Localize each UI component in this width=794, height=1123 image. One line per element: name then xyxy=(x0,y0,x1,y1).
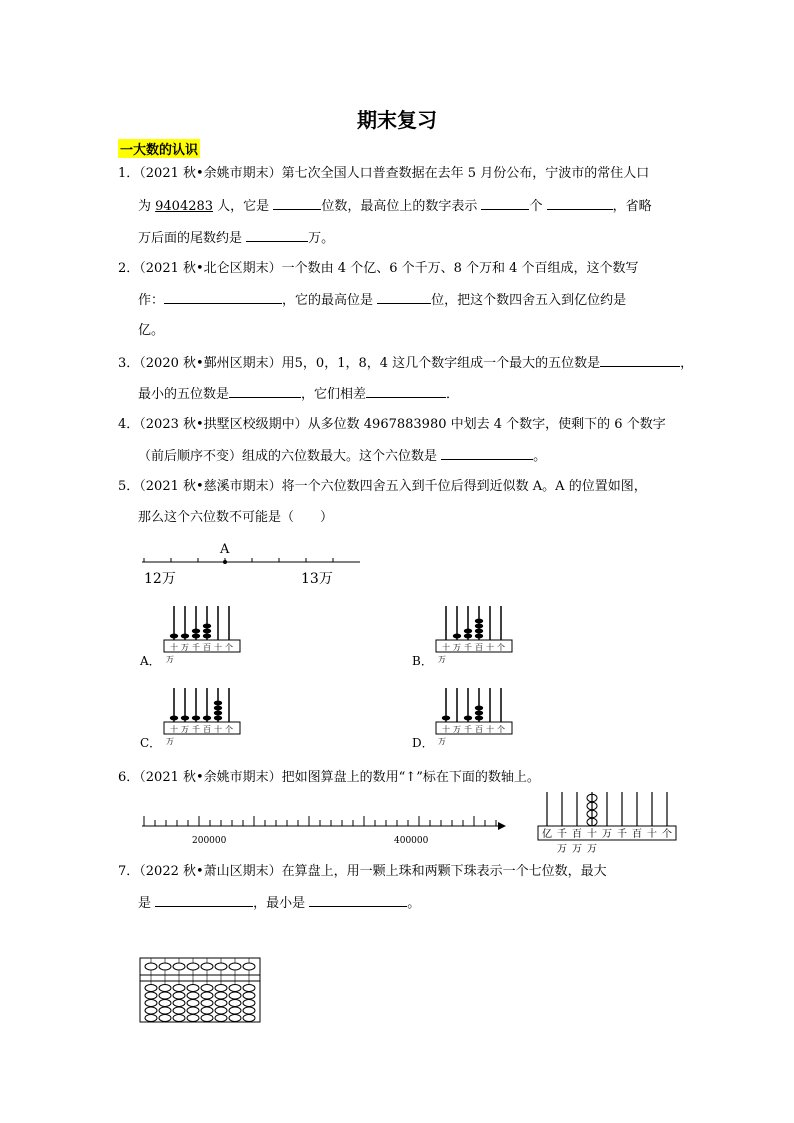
blank-input[interactable] xyxy=(229,384,301,398)
abacus-bead xyxy=(203,634,211,639)
abacus-bead xyxy=(201,985,213,992)
abacus-bead xyxy=(215,963,227,970)
right-label: 13万 xyxy=(301,571,333,587)
abacus-bead xyxy=(229,1007,241,1014)
abacus-place-label: 百 xyxy=(475,643,483,652)
abacus-place-label: 万 xyxy=(438,655,446,664)
abacus-bead xyxy=(464,716,472,721)
abacus-place-label: 个 xyxy=(225,725,233,734)
abacus-place-label: 百 xyxy=(475,725,483,734)
q5-number-line xyxy=(138,540,368,592)
abacus-bead xyxy=(243,1015,255,1022)
abacus-place-label: 十 xyxy=(647,829,657,840)
abacus-bead xyxy=(453,634,461,639)
abacus-bead xyxy=(464,629,472,634)
abacus-bead xyxy=(159,963,171,970)
abacus-bead xyxy=(201,1007,213,1014)
abacus-bead xyxy=(187,992,199,999)
abacus-place-label: 万 xyxy=(166,737,174,746)
q7-line2: 是 ，最小是 。 xyxy=(138,893,420,914)
abacus-place-label: 百 xyxy=(203,725,211,734)
abacus-option-figure xyxy=(434,604,518,666)
abacus-bead xyxy=(229,1000,241,1007)
abacus-bead xyxy=(192,716,200,721)
point-a-label: A xyxy=(220,542,230,557)
abacus-bead xyxy=(214,716,222,721)
abacus-option-figure xyxy=(162,686,246,748)
q7-abacus xyxy=(139,957,263,1025)
abacus-bead xyxy=(475,706,483,711)
blank-input[interactable] xyxy=(155,893,253,907)
abacus-place-label: 万 xyxy=(453,643,461,652)
abacus-option-figure xyxy=(162,604,246,666)
abacus-place-label: 万 xyxy=(181,643,189,652)
abacus-bead xyxy=(475,619,483,624)
abacus-bead xyxy=(243,1007,255,1014)
abacus-place-label: 十 xyxy=(587,829,597,840)
blank-input[interactable] xyxy=(246,228,308,242)
abacus-place-label: 个 xyxy=(225,643,233,652)
abacus-place-label: 千 xyxy=(192,725,200,734)
abacus-place-label: 万 xyxy=(572,844,582,855)
blank-input[interactable] xyxy=(164,290,282,304)
q7-line1: 7．（2022 秋•萧山区期末）在算盘上，用一颗上珠和两颗下珠表示一个七位数，最大 xyxy=(118,864,607,879)
tick-label-200000: 200000 xyxy=(192,836,227,846)
abacus-bead xyxy=(145,1007,157,1014)
abacus-bead xyxy=(215,1000,227,1007)
q5-line1: 5．（2021 秋•慈溪市期末）将一个六位数四舍五入到千位后得到近似数 A。A 的位置如图， xyxy=(118,479,647,494)
abacus-bead xyxy=(215,1007,227,1014)
abacus-bead xyxy=(243,963,255,970)
left-label: 12万 xyxy=(144,571,176,587)
abacus-place-label: 百 xyxy=(572,829,582,840)
q2-line1: 2．（2021 秋•北仑区期末）一个数由 4 个亿、6 个千万、8 个万和 4 个百组成，这个数写 xyxy=(118,261,639,276)
abacus-place-label: 十 xyxy=(170,725,178,734)
abacus-place-label: 亿 xyxy=(542,829,552,840)
q6-line1: 6．（2021 秋•余姚市期末）把如图算盘上的数用“↑”标在下面的数轴上。 xyxy=(118,770,540,785)
number-line-ticks xyxy=(144,816,496,826)
abacus-bead xyxy=(475,634,483,639)
abacus-place-label: 万 xyxy=(557,844,567,855)
abacus-bead xyxy=(170,634,178,639)
abacus-bead xyxy=(181,634,189,639)
abacus-place-label: 万 xyxy=(453,725,461,734)
q4-line1: 4．（2023 秋•拱墅区校级期中）从多位数 4967883980 中划去 4 个数字，使剩下的 6 个数字 xyxy=(118,417,666,432)
abacus-bead xyxy=(229,1015,241,1022)
point-a-dot xyxy=(223,560,227,564)
page-title: 期末复习 xyxy=(357,108,437,132)
abacus-bead xyxy=(187,985,199,992)
abacus-bead xyxy=(475,624,483,629)
abacus-bead xyxy=(215,992,227,999)
abacus-bead xyxy=(145,1015,157,1022)
abacus-place-label: 万 xyxy=(438,737,446,746)
abacus-bead xyxy=(145,1000,157,1007)
q1-line2: 为 9404283 人，它是 位数，最高位上的数字表示 个 ，省略 xyxy=(138,196,652,217)
option-label[interactable]: D． xyxy=(412,736,434,750)
abacus-bead xyxy=(203,624,211,629)
abacus-place-label: 千 xyxy=(617,829,627,840)
blank-input[interactable] xyxy=(309,893,407,907)
abacus-bead xyxy=(187,1015,199,1022)
blank-input[interactable] xyxy=(600,353,680,367)
abacus-bead xyxy=(173,1015,185,1022)
abacus-bead xyxy=(173,1007,185,1014)
abacus-bead xyxy=(214,706,222,711)
option-label[interactable]: A． xyxy=(140,654,161,668)
abacus-bead xyxy=(464,634,472,639)
abacus-place-label: 十 xyxy=(214,725,222,734)
abacus-bead xyxy=(173,992,185,999)
abacus-bead xyxy=(201,1015,213,1022)
abacus-place-label: 万 xyxy=(587,844,597,855)
arrow-head-icon xyxy=(498,822,506,830)
blank-input[interactable] xyxy=(481,196,529,210)
abacus-bead xyxy=(181,716,189,721)
abacus-bead xyxy=(192,634,200,639)
q2-line2: 作： ，它的最高位是 位，把这个数四舍五入到亿位约是 xyxy=(138,290,626,311)
abacus-bead xyxy=(187,963,199,970)
abacus-bead xyxy=(145,963,157,970)
abacus-place-label: 万 xyxy=(166,655,174,664)
abacus-place-label: 个 xyxy=(497,725,505,734)
abacus-place-label: 个 xyxy=(497,643,505,652)
abacus-place-label: 十 xyxy=(486,643,494,652)
abacus-bead xyxy=(475,716,483,721)
option-label[interactable]: B． xyxy=(412,654,433,668)
q1-line3: 万后面的尾数约是 万。 xyxy=(138,228,334,249)
q4-line2: （前后顺序不变）组成的六位数最大。这个六位数是 。 xyxy=(138,446,546,467)
abacus-bead xyxy=(203,629,211,634)
abacus-bead xyxy=(201,992,213,999)
abacus-bead xyxy=(442,716,450,721)
q3-line2: 最小的五位数是 ，它们相差 ． xyxy=(138,384,459,405)
abacus-place-label: 十 xyxy=(442,643,450,652)
abacus-place-label: 万 xyxy=(181,725,189,734)
q6-abacus xyxy=(537,790,679,856)
population-number: 9404283 xyxy=(155,199,214,214)
tick-label-400000: 400000 xyxy=(394,836,429,846)
blank-input[interactable] xyxy=(366,384,446,398)
blank-input[interactable] xyxy=(273,196,321,210)
q1-line1: 1．（2021 秋•余姚市期末）第七次全国人口普查数据在去年 5 月份公布，宁波市的常住人口 xyxy=(118,166,650,181)
abacus-bead xyxy=(214,701,222,706)
blank-input[interactable] xyxy=(547,196,613,210)
abacus-bead xyxy=(187,1007,199,1014)
abacus-place-label: 百 xyxy=(203,643,211,652)
abacus-place-label: 十 xyxy=(442,725,450,734)
abacus-place-label: 千 xyxy=(464,643,472,652)
abacus-bead xyxy=(475,629,483,634)
abacus-bead xyxy=(229,985,241,992)
abacus-bead xyxy=(475,711,483,716)
number-line-ticks xyxy=(144,558,333,562)
abacus-place-label: 十 xyxy=(214,643,222,652)
abacus-bead xyxy=(173,1000,185,1007)
abacus-bead xyxy=(173,985,185,992)
abacus-place-label: 千 xyxy=(557,829,567,840)
abacus-option-figure xyxy=(434,686,518,748)
abacus-bead xyxy=(192,629,200,634)
abacus-place-label: 千 xyxy=(464,725,472,734)
abacus-bead xyxy=(159,992,171,999)
abacus-place-label: 千 xyxy=(192,643,200,652)
abacus-bead xyxy=(214,711,222,716)
abacus-bead xyxy=(229,992,241,999)
abacus-bead xyxy=(159,1015,171,1022)
abacus-bead xyxy=(215,985,227,992)
abacus-bead xyxy=(201,1000,213,1007)
abacus-bead xyxy=(173,963,185,970)
section-heading: 一大数的认识 xyxy=(118,139,200,158)
abacus-bead xyxy=(159,1007,171,1014)
abacus-bead xyxy=(203,716,211,721)
q3-line1: 3．（2020 秋•鄞州区期末）用5，0，1，8，4 这几个数字组成一个最大的五位数是 ， xyxy=(118,353,693,374)
abacus-bead xyxy=(145,985,157,992)
q5-line2: 那么这个六位数不可能是（ ） xyxy=(138,510,334,525)
abacus-place-label: 百 xyxy=(632,829,642,840)
q6-number-line xyxy=(140,812,512,848)
abacus-place-label: 十 xyxy=(170,643,178,652)
abacus-bead xyxy=(187,1000,199,1007)
abacus-place-label: 十 xyxy=(486,725,494,734)
option-label[interactable]: C． xyxy=(140,736,162,750)
abacus-place-label: 个 xyxy=(662,829,672,840)
abacus-place-label: 万 xyxy=(602,829,612,840)
abacus-bead xyxy=(229,963,241,970)
abacus-bead xyxy=(243,992,255,999)
abacus-bead xyxy=(170,716,178,721)
abacus-bead xyxy=(243,985,255,992)
blank-input[interactable] xyxy=(377,290,431,304)
abacus-bead xyxy=(159,1000,171,1007)
blank-input[interactable] xyxy=(441,446,533,460)
abacus-bead xyxy=(215,1015,227,1022)
abacus-bead xyxy=(159,985,171,992)
q2-line3: 亿。 xyxy=(138,323,165,338)
abacus-bead xyxy=(243,1000,255,1007)
abacus-bead xyxy=(145,992,157,999)
abacus-bead xyxy=(201,963,213,970)
